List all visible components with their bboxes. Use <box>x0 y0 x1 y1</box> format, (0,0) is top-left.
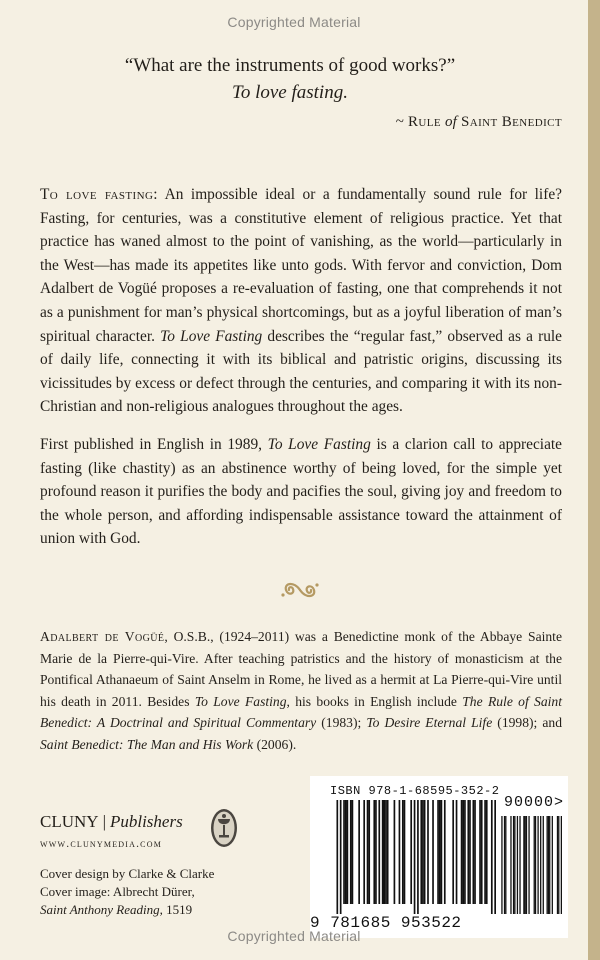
barcode-bar <box>525 816 526 914</box>
barcode-bar <box>452 800 454 904</box>
barcode-bar <box>414 800 416 914</box>
publisher-pipe: | <box>102 812 106 831</box>
barcode-bar <box>368 800 370 904</box>
spine-edge <box>588 0 600 960</box>
barcode-bar <box>394 800 396 904</box>
barcode-bar <box>472 800 474 904</box>
publisher-url: www.clunymedia.com <box>40 838 163 850</box>
barcode-bar <box>547 816 548 914</box>
epigraph-answer: To love fasting. <box>232 82 348 103</box>
attribution-of: of <box>444 114 458 130</box>
ean13-barcode <box>318 800 496 916</box>
barcode-panel <box>310 776 568 938</box>
epigraph-question: “What are the instruments of good works?” <box>124 55 456 76</box>
attribution-rule: Rule <box>408 114 441 130</box>
barcode-bar <box>363 800 365 904</box>
barcode-bar <box>526 816 527 914</box>
description-text: describes the “regular fast,” observed as a rule of daily life, connecting it with its biblical and patristic origins, discussing its vicissitudes by excess or defect through the centuries, and comparing it with its non-Christian and non-religious analogues throughout the ages. <box>40 327 563 416</box>
watermark-top: Copyrighted Material <box>227 14 361 30</box>
barcode-bar <box>474 800 476 904</box>
barcode-bar <box>491 800 493 914</box>
addon-barcode <box>500 816 562 916</box>
barcode-bar <box>378 800 380 904</box>
barcode-bar <box>347 800 349 904</box>
barcode-bar <box>462 800 464 904</box>
barcode-bar <box>402 800 404 904</box>
barcode-bar <box>519 816 520 914</box>
barcode-bar <box>534 816 535 914</box>
barcode-bar <box>464 800 466 904</box>
barcode-bar <box>352 800 354 904</box>
barcode-bar <box>494 800 496 914</box>
epigraph-attribution <box>300 114 562 131</box>
bio-book-title: Saint Benedict: The Man and His Work <box>40 736 254 752</box>
barcode-bar <box>424 800 426 904</box>
barcode-bar <box>504 816 505 914</box>
barcode-bar <box>383 800 385 904</box>
isbn-label: ISBN 978-1-68595-352-2 <box>330 784 500 798</box>
barcode-bar <box>340 800 342 914</box>
barcode-bar <box>484 800 486 904</box>
attribution-dash: ~ <box>395 114 408 130</box>
isbn-digits: 9 781685 953522 <box>310 914 462 932</box>
barcode-bar <box>343 800 345 904</box>
barcode-bar <box>358 800 360 904</box>
bio-book-title: To Love Fasting <box>194 693 287 709</box>
bio-text: , his books in English include <box>286 693 463 709</box>
bio-text: , O.S.B., (1924–2011) was a Benedictine monk of the Abbaye Sainte Marie de la Pierre-qui-Vire. After teaching patristics and the history of monasticism at the Pontifical Athanaeum of Saint Anselm in Rome, he lived as a hermit at La Pierre-qui-Vire until his death in 2011. Besides <box>40 629 562 709</box>
barcode-bar <box>517 816 518 914</box>
barcode-bar <box>540 816 541 914</box>
barcode-bar <box>432 800 434 904</box>
barcode-bar <box>561 816 562 914</box>
barcode-bar <box>513 816 514 914</box>
bio-text: (1998); and <box>492 715 562 731</box>
description-text: First published in English in 1989, <box>40 435 268 453</box>
cover-credits <box>40 865 280 919</box>
barcode-bar <box>510 816 511 914</box>
book-title-inline: To Love Fasting <box>267 435 371 453</box>
barcode-bar <box>385 800 387 904</box>
barcode-bar <box>444 800 446 904</box>
publisher-wordmark: CLUNY <box>40 812 99 831</box>
barcode-bar <box>350 800 352 904</box>
description-lead: To love fasting: <box>40 186 158 203</box>
barcode-bar <box>486 800 488 904</box>
barcode-bar <box>505 816 506 914</box>
description-text: is a clarion call to appreciate fasting (like chastity) as an abstinence worthy of being loved, for the simple yet profound reason it purifies the body and pacifies the soul, giving joy and freedom to the whole person, and affording indispensable assistance toward the attainment of union with God. <box>40 435 563 548</box>
cover-design-credit: Cover design by Clarke & Clarke <box>40 866 215 881</box>
barcode-bar <box>410 800 412 904</box>
book-description <box>40 183 562 565</box>
price-code: 90000> <box>504 794 565 811</box>
barcode-bar <box>552 816 553 914</box>
description-paragraph-1 <box>40 183 562 419</box>
barcode-bar <box>528 816 529 914</box>
epigraph <box>100 52 480 106</box>
barcode-bar <box>469 800 471 904</box>
barcode-bar <box>535 816 536 914</box>
barcode-bar <box>543 816 544 914</box>
barcode-bar <box>456 800 458 904</box>
barcode-bar <box>367 800 369 904</box>
bio-text: (2006). <box>253 736 297 752</box>
barcode-bar <box>514 816 515 914</box>
cover-artwork-credit <box>40 901 280 919</box>
cover-image-credit: Cover image: Albrecht Dürer, <box>40 884 195 899</box>
description-text: An impossible ideal or a fundamentally sound rule for life? Fasting, for centuries, was a constitutive element of religious practice. Yet that practice has waned almost to the point of vanishing, as the world—particularly in the West—has made its appetites like unto gods. With fervor and conviction, Dom Adalbert de Vogüé proposes a re-evaluation of fasting, one that comprehends it not as a punishment for man’s physical shortcomings, but as a joyful liberation of man’s spiritual character. <box>40 186 562 345</box>
barcode-bar <box>422 800 424 904</box>
description-paragraph-2 <box>40 433 562 551</box>
book-title-inline: To Love Fasting <box>160 327 263 345</box>
author-bio <box>40 626 562 756</box>
barcode-bar <box>549 816 550 914</box>
artwork-title: Saint Anthony Reading, <box>40 902 163 917</box>
attribution-saint: Saint Benedict <box>460 114 562 130</box>
barcode-bar <box>404 800 406 904</box>
barcode-bar <box>345 800 347 904</box>
bio-book-title: The Rule of Saint Benedict: A Doctrinal and Spiritual Commentary <box>40 693 563 731</box>
barcode-bar <box>558 816 559 914</box>
barcode-bar <box>501 816 502 914</box>
barcode-bar <box>548 816 549 914</box>
barcode-bar <box>373 800 375 904</box>
barcode-bar <box>557 816 558 914</box>
barcode-bar <box>467 800 469 904</box>
barcode-bar <box>399 800 401 904</box>
barcode-bar <box>420 800 422 904</box>
publisher-seal-icon <box>210 808 238 848</box>
barcode-bar <box>523 816 524 914</box>
author-name: Adalbert de Vogüé <box>40 629 165 644</box>
barcode-bar <box>437 800 439 904</box>
barcode-bar <box>441 800 443 904</box>
bio-text: (1983); <box>316 715 367 731</box>
barcode-bar <box>537 816 538 914</box>
publisher-tagline: Publishers <box>109 812 183 831</box>
fleuron-ornament-icon <box>280 578 320 602</box>
barcode-bar <box>481 800 483 904</box>
barcode-bar <box>439 800 441 904</box>
artwork-year: 1519 <box>162 902 193 917</box>
barcode-bar <box>479 800 481 904</box>
watermark-bottom: Copyrighted Material <box>227 928 361 944</box>
bio-book-title: To Desire Eternal Life <box>366 715 493 731</box>
barcode-bar <box>382 800 384 904</box>
barcode-bar <box>375 800 377 904</box>
barcode-bar <box>336 800 338 914</box>
barcode-bar <box>427 800 429 904</box>
barcode-bar <box>417 800 419 914</box>
barcode-bar <box>387 800 389 904</box>
barcode-bar <box>461 800 463 904</box>
